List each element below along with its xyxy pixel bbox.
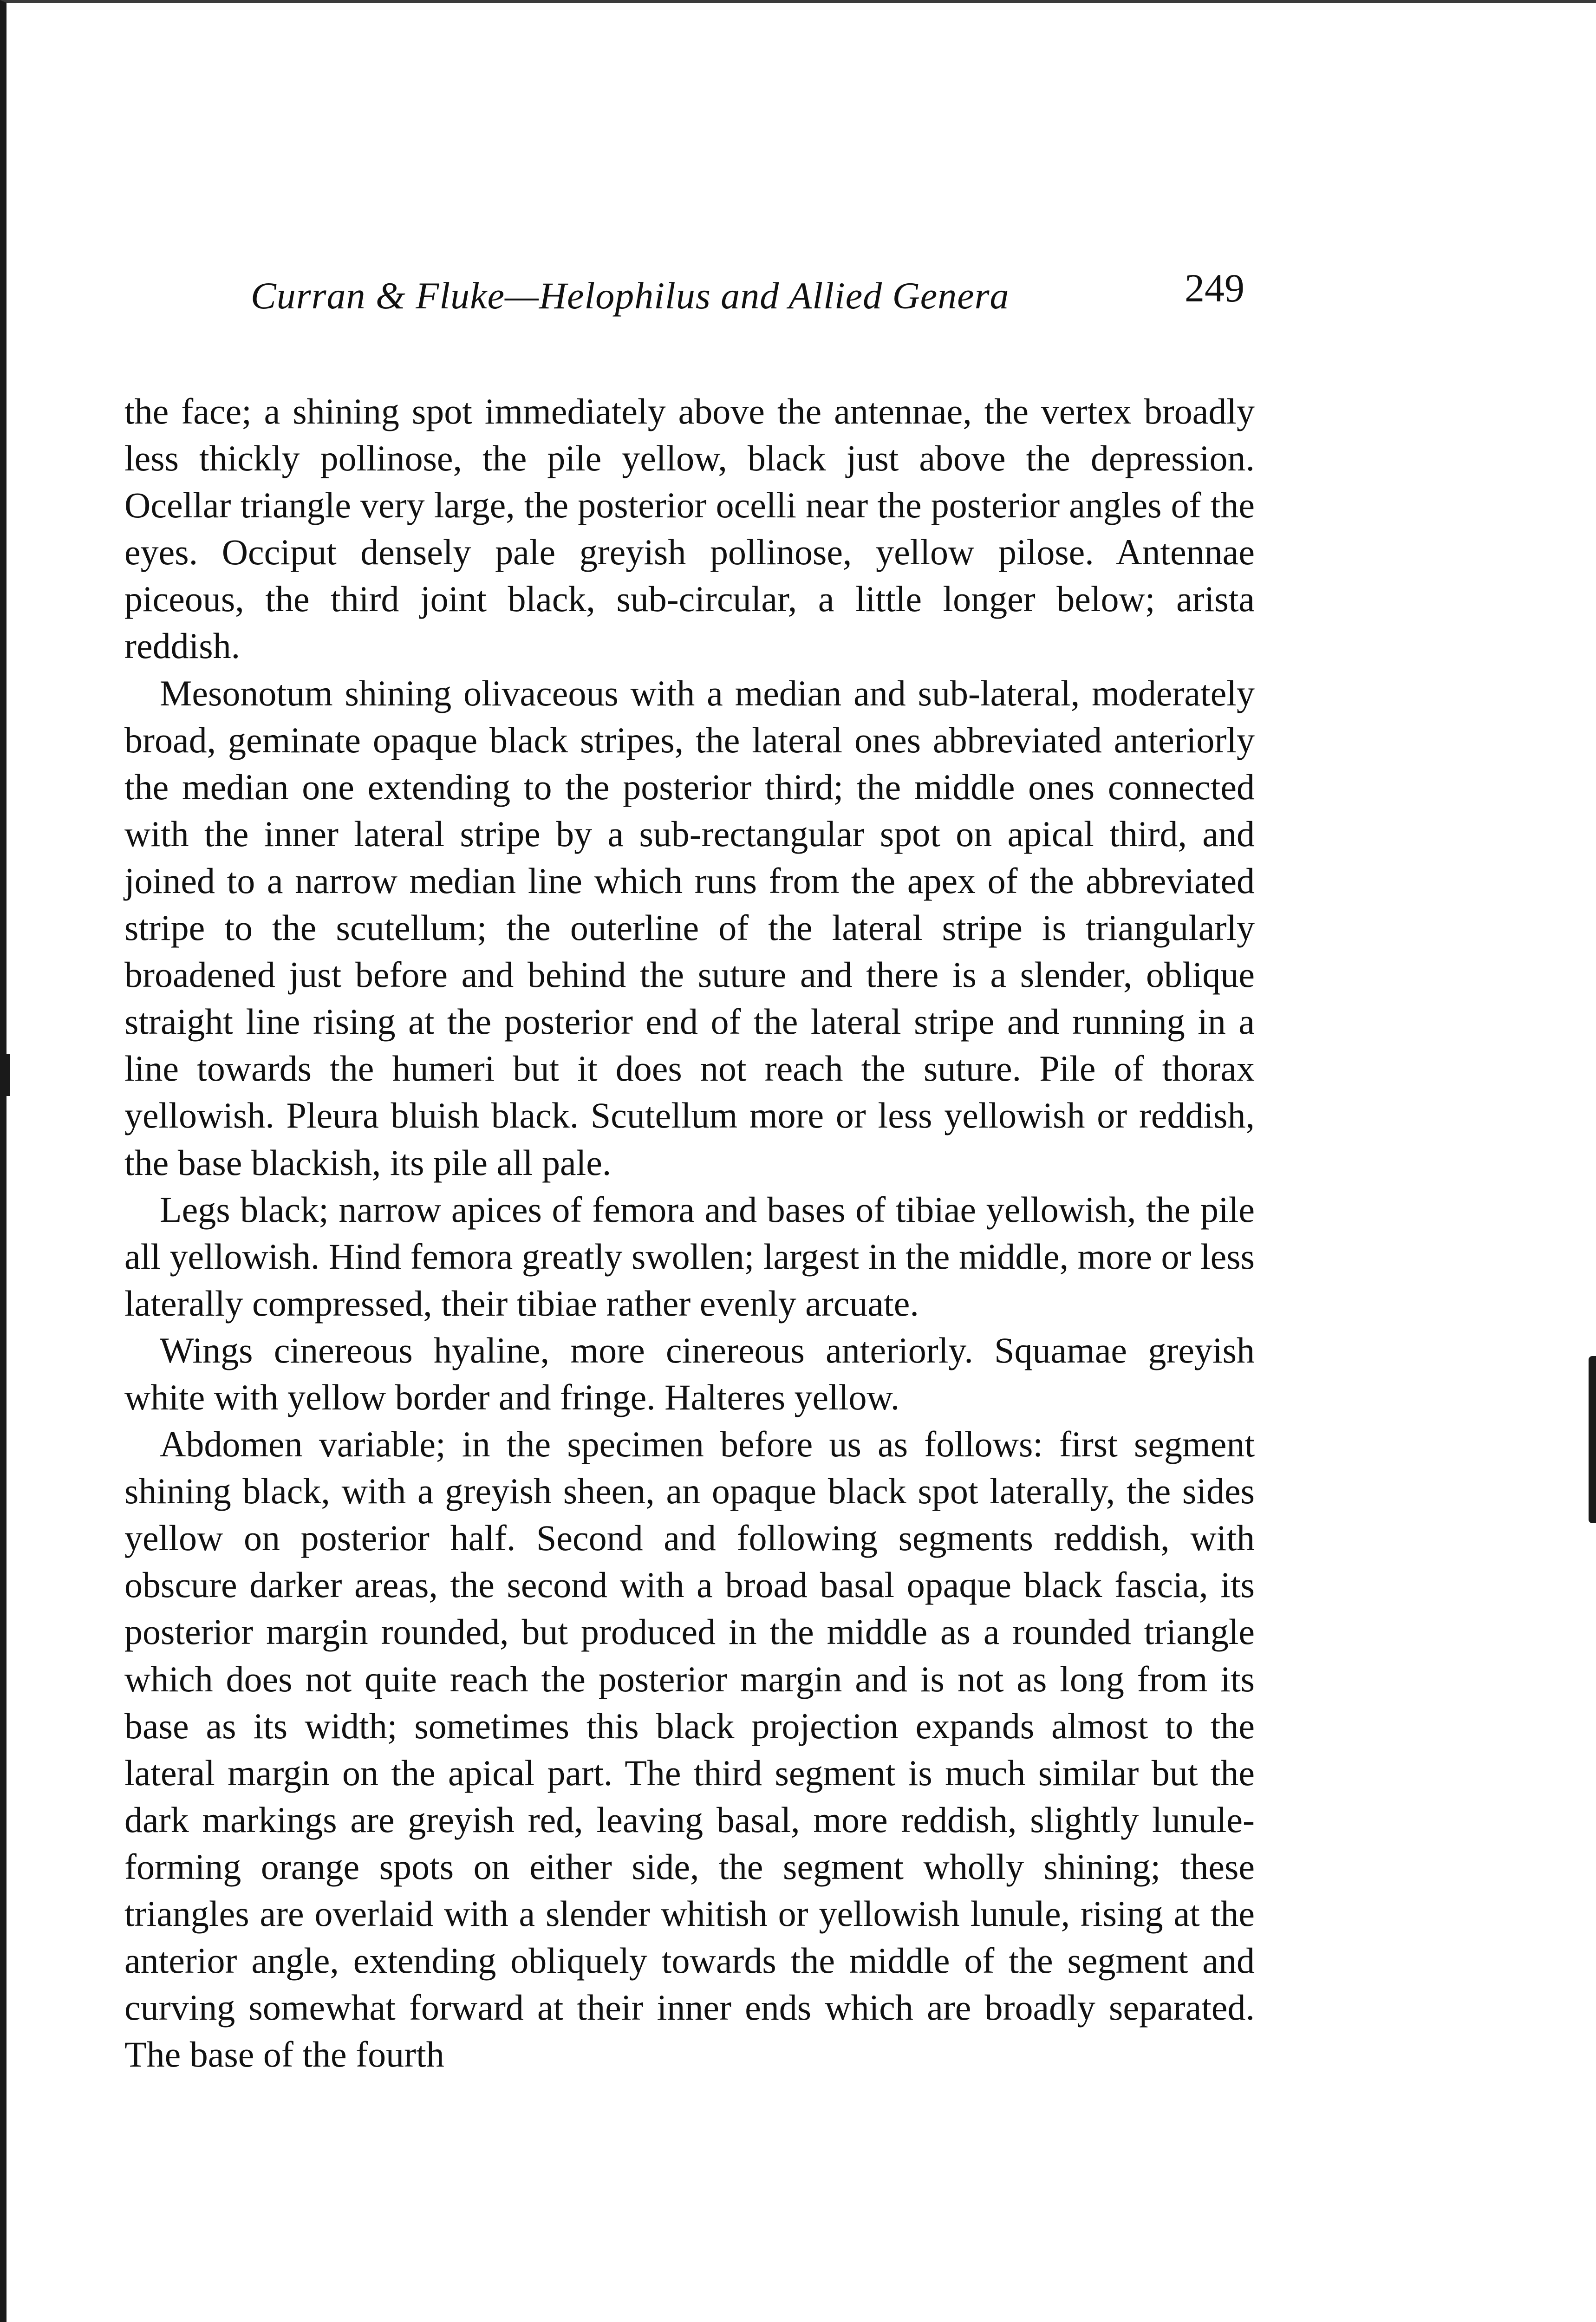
scan-edge-shadow bbox=[1589, 1356, 1596, 1523]
paragraph-head-description: the face; a shining spot immediately above the antennae, the vertex broadly less thickly pollinose, the pile yellow, black just above the depression. Ocellar triangle very large, the posterior ocelli near the posterior angles of the eyes. Occiput densely pale greyish pollinose, yellow pilose. Antennae piceous, the third joint black, sub-circular, a little longer below; arista reddish. bbox=[124, 391, 1255, 666]
page-number: 249 bbox=[1185, 266, 1244, 310]
scan-edge-mark bbox=[0, 1054, 10, 1096]
paragraph-legs: Legs black; narrow apices of femora and bases of tibiae yellowish, the pile all yellowish. Hind femora greatly swollen; largest in the middle, more or less laterally compressed, their tibiae rather evenly arcuate. bbox=[124, 1189, 1255, 1324]
paragraph-mesonotum: Mesonotum shining olivaceous with a median and sub-lateral, moderately broad, geminate opaque black stripes, the lateral ones abbreviated anteriorly the median one extending to the posterior third; the middle ones connected with the inner lateral stripe by a sub-rectangular spot on apical third, and joined to a narrow median line which runs from the apex of the abbreviated stripe to the scutellum; the outerline of the lateral stripe is triangularly broadened just before and behind the suture and there is a slender, oblique straight line rising at the posterior end of the lateral stripe and running in a line towards the humeri but it does not reach the suture. Pile of thorax yellowish. Pleura bluish black. Scutellum more or less yellowish or reddish, the base blackish, its pile all pale. bbox=[124, 672, 1255, 1183]
body-text bbox=[124, 388, 1255, 2078]
paragraph-abdomen: Abdomen variable; in the specimen before us as follows: first segment shining black, with a greyish sheen, an opaque black spot laterally, the sides yellow on posterior half. Second and following segments reddish, with obscure darker areas, the second with a broad basal opaque black fascia, its posterior margin rounded, but produced in the middle as a rounded triangle which does not quite reach the posterior margin and is not as long from its base as its width; sometimes this black projection expands almost to the lateral margin on the apical part. The third segment is much similar but the dark markings are greyish red, leaving basal, more reddish, slightly lunule-forming orange spots on either side, the segment wholly shining; these triangles are overlaid with a slender whitish or yellowish lunule, rising at the anterior angle, extending obliquely towards the middle of the segment and curving somewhat forward at their inner ends which are broadly separated. The base of the fourth bbox=[124, 1424, 1255, 2075]
page-header bbox=[251, 265, 1244, 330]
paragraph-wings: Wings cinereous hyaline, more cinereous anteriorly. Squamae greyish white with yellow border and fringe. Halteres yellow. bbox=[124, 1330, 1255, 1417]
running-head: Curran & Fluke—Helophilus and Allied Genera bbox=[251, 274, 1010, 317]
